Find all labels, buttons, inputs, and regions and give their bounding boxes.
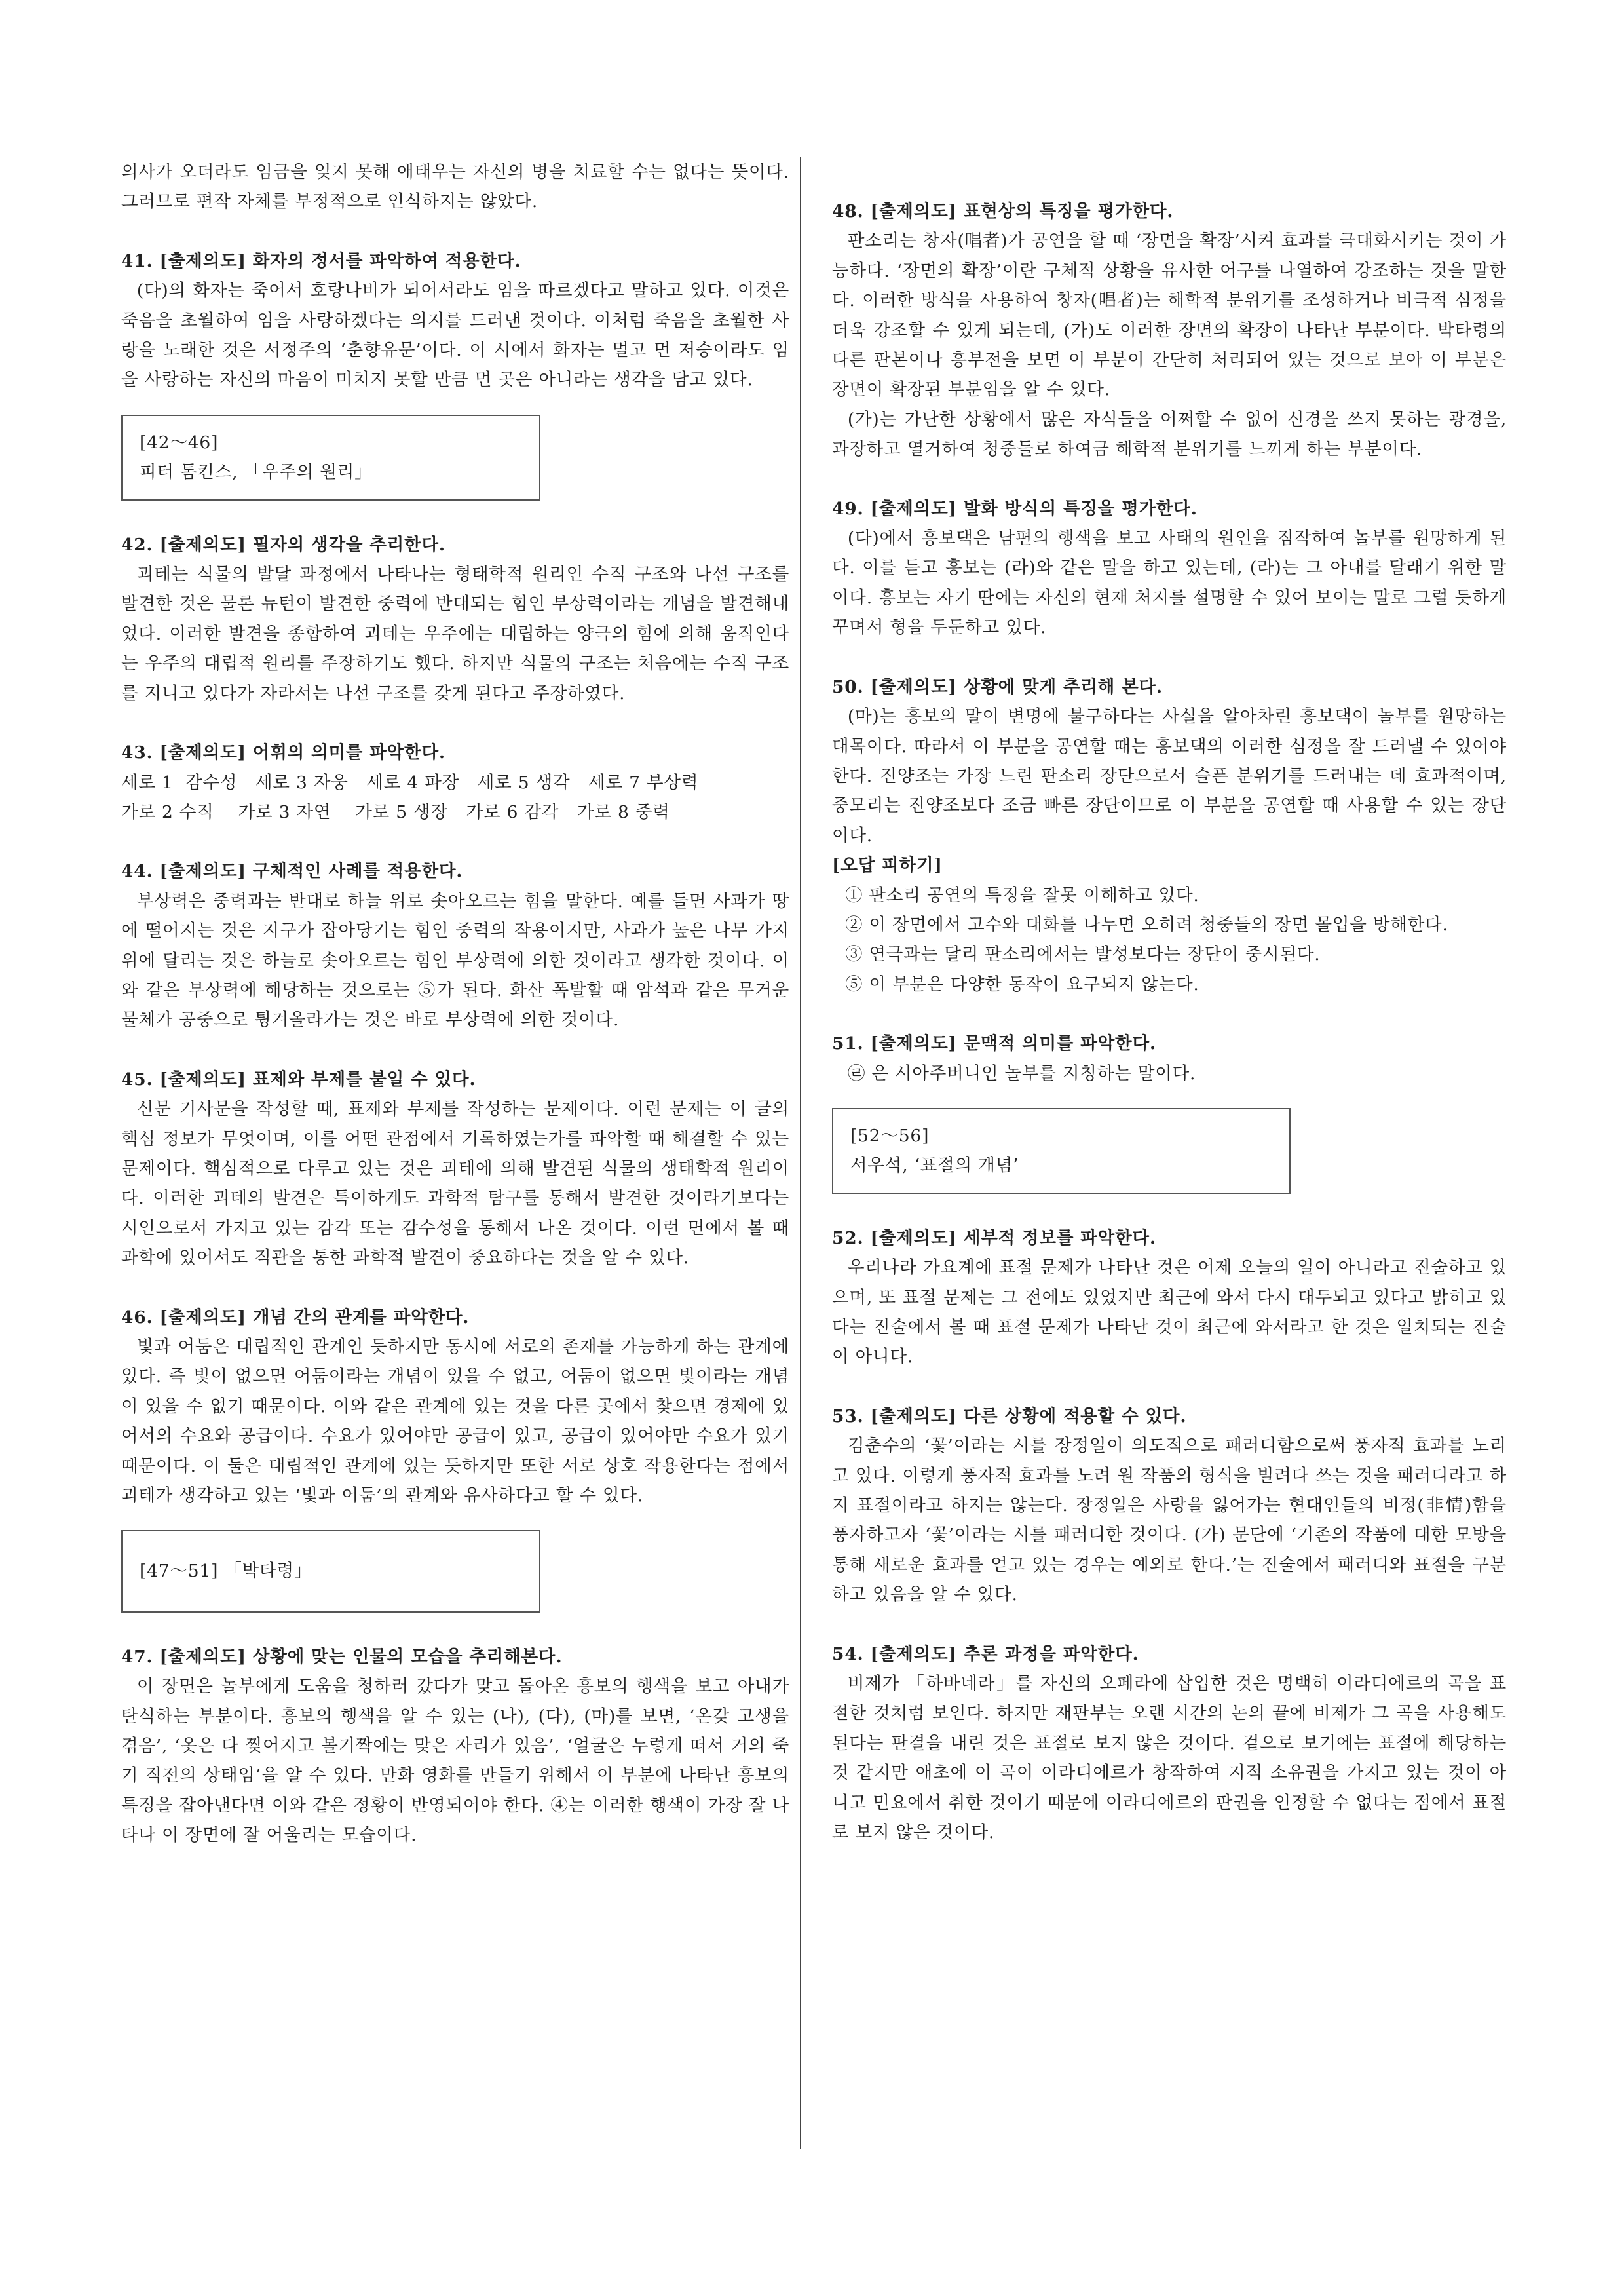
- choice-2: ② 이 장면에서 고수와 대화를 나누면 오히려 청중들의 장면 몰입을 방해한다.: [845, 914, 1448, 935]
- item-42-heading: 42. [출제의도] 필자의 생각을 추리한다.: [121, 534, 445, 555]
- item-48-heading: 48. [출제의도] 표현상의 특징을 평가한다.: [832, 201, 1174, 221]
- item-54-body: 비제가 「하바네라」를 자신의 오페라에 삽입한 것은 명백히 이라디에르의 곡을 표절한 것처럼 보인다. 하지만 재판부는 오랜 시간의 논의 끝에 비제가 그 곡을 사용해도 된다는 판결을 내린 것은 표절로 보지 않은 것이다. 겉으로 보기에는 표절에 해당하는 것 같지만 애초에 이 곡이 이라디에르가 창작하여 지적 소유권을 가지고 있는 것이 아니고 민요에서 취한 것이기 때문에 이라디에르의 판권을 인정할 수 없다는 점에서 표절로 보지 않은 것이다.: [832, 1674, 1507, 1843]
- item-45-heading: 45. [출제의도] 표제와 부제를 붙일 수 있다.: [121, 1069, 476, 1090]
- item-47: [121, 1642, 789, 1850]
- item-46-heading: 46. [출제의도] 개념 간의 관계를 파악한다.: [121, 1307, 470, 1328]
- item-54: [832, 1639, 1507, 1848]
- item-44-body: 부상력은 중력과는 반대로 하늘 위로 솟아오르는 힘을 말한다. 예를 들면 사과가 땅에 떨어지는 것은 지구가 잡아당기는 힘인 중력의 작용이지만, 사과가 높은 나무 가지 위에 달리는 것은 하늘로 솟아오르는 힘인 부상력에 의한 것이라고 생각한 것이다. 이와 같은 부상력에 해당하는 것으로는 ⑤가 된다. 화산 폭발할 때 암석과 같은 무거운 물체가 공중으로 튕겨올라가는 것은 바로 부상력에 의한 것이다.: [121, 890, 789, 1031]
- passage-range-title: [47～51] 「박타령」: [140, 1561, 312, 1582]
- item-41-body: (다)의 화자는 죽어서 호랑나비가 되어서라도 임을 따르겠다고 말하고 있다. 이것은 죽음을 초월하여 임을 사랑하겠다는 의지를 드러낸 것이다. 이처럼 죽음을 초월한 사랑을 노래한 것은 서정주의 ‘춘향유문’이다. 이 시에서 화자는 멀고 먼 저승이라도 임을 사랑하는 자신의 마음이 미치지 못할 만큼 먼 곳은 아니라는 생각을 담고 있다.: [121, 280, 789, 391]
- item-43: [121, 738, 789, 827]
- item-51-body: ㉣ 은 시아주버니인 놀부를 지칭하는 말이다.: [847, 1063, 1196, 1084]
- item-52-body: 우리나라 가요계에 표절 문제가 나타난 것은 어제 오늘의 일이 아니라고 진술하고 있으며, 또 표절 문제는 그 전에도 있었지만 최근에 와서 다시 대두되고 있다고 밝히고 있다는 진술에서 볼 때 표절 문제가 나타난 것이 최근에 와서라고 한 것은 일치되는 진술이 아니다.: [832, 1257, 1507, 1368]
- right-column: [832, 197, 1507, 1848]
- intro-paragraph: 의사가 오더라도 임금을 잊지 못해 애태우는 자신의 병을 치료할 수는 없다는 뜻이다. 그러므로 편작 자체를 부정적으로 인식하지는 않았다.: [121, 162, 789, 212]
- item-49-body: (다)에서 흥보댁은 남편의 행색을 보고 사태의 원인을 짐작하여 놀부를 원망하게 된다. 이를 듣고 흥보는 (라)와 같은 말을 하고 있는데, (라)는 그 아내를 달래기 위한 말이다. 흥보는 자기 딴에는 자신의 현재 처지를 설명할 수 있어 보이는 말로 그럴 듯하게 꾸며서 형을 두둔하고 있다.: [832, 528, 1507, 638]
- item-51-heading: 51. [출제의도] 문맥적 의미를 파악한다.: [832, 1033, 1156, 1054]
- item-41: [121, 246, 789, 395]
- item-53-body: 김춘수의 ‘꽃’이라는 시를 장정일이 의도적으로 패러디함으로써 풍자적 효과를 노리고 있다. 이렇게 풍자적 효과를 노려 원 작품의 형식을 빌려다 쓰는 것을 패러디라고 하지 표절이라고 하지는 않는다. 장정일은 사랑을 잃어가는 현대인들의 비정(非情)함을 풍자하고자 ‘꽃’이라는 시를 패러디한 것이다. (가) 문단에 ‘기존의 작품에 대한 모방을 통해 새로운 효과를 얻고 있는 경우는 예외로 한다.’는 진술에서 패러디와 표절을 구분하고 있음을 알 수 있다.: [832, 1436, 1507, 1605]
- passage-box-52-56: [832, 1108, 1291, 1194]
- passage-box-47-51: [121, 1530, 540, 1612]
- item-43-vocab-line-1: 세로 1 감수성 세로 3 자웅 세로 4 파장 세로 5 생각 세로 7 부상력: [121, 772, 699, 793]
- item-52: [832, 1223, 1507, 1372]
- item-50: [832, 672, 1507, 999]
- item-46-body: 빛과 어둠은 대립적인 관계인 듯하지만 동시에 서로의 존재를 가능하게 하는 관계에 있다. 즉 빛이 없으면 어둠이라는 개념이 있을 수 없고, 어둠이 없으면 빛이라는 개념이 있을 수 없기 때문이다. 이와 같은 관계에 있는 것을 다른 곳에서 찾으면 경제에 있어서의 수요와 공급이다. 수요가 있어야만 공급이 있고, 공급이 있어야만 수요가 있기 때문이다. 이 둘은 대립적인 관계에 있는 듯하지만 또한 서로 상호 작용한다는 점에서 괴테가 생각하고 있는 ‘빛과 어둠’의 관계와 유사하다고 할 수 있다.: [121, 1337, 789, 1506]
- choice-3: ③ 연극과는 달리 판소리에서는 발성보다는 장단이 중시된다.: [845, 944, 1321, 965]
- passage-box-42-46: [121, 415, 540, 501]
- item-49-heading: 49. [출제의도] 발화 방식의 특징을 평가한다.: [832, 498, 1198, 519]
- item-50-heading: 50. [출제의도] 상황에 맞게 추리해 본다.: [832, 676, 1163, 697]
- item-53: [832, 1402, 1507, 1610]
- passage-range: [42～46]: [140, 432, 219, 453]
- item-49: [832, 494, 1507, 643]
- item-47-body: 이 장면은 놀부에게 도움을 청하러 갔다가 맞고 돌아온 흥보의 행색을 보고 아내가 탄식하는 부분이다. 흥보의 행색을 알 수 있는 (나), (다), (마)를 보면, ‘온갖 고생을 겪음’, ‘옷은 다 찢어지고 볼기짝에는 맞은 자리가 있음’, ‘얼굴은 누렇게 떠서 거의 죽기 직전의 상태임’을 알 수 있다. 만화 영화를 만들기 위해서 이 부분에 나타난 흥보의 특징을 잡아낸다면 이와 같은 정황이 반영되어야 한다. ④는 이러한 행색이 가장 잘 나타나 이 장면에 잘 어울리는 모습이다.: [121, 1676, 789, 1846]
- item-45: [121, 1065, 789, 1273]
- left-column: [121, 157, 789, 1850]
- choice-1: ① 판소리 공연의 특징을 잘못 이해하고 있다.: [845, 885, 1199, 906]
- item-45-body: 신문 기사문을 작성할 때, 표제와 부제를 작성하는 문제이다. 이런 문제는 이 글의 핵심 정보가 무엇이며, 이를 어떤 관점에서 기록하였는가를 파악할 때 해결할 수 있는 문제이다. 핵심적으로 다루고 있는 것은 괴테에 의해 발견된 식물의 생태학적 원리이다. 이러한 괴테의 발견은 특이하게도 과학적 탐구를 통해서 발견한 것이라기보다는 시인으로서 가지고 있는 감각 또는 감수성을 통해서 나온 것이다. 이런 면에서 볼 때 과학에 있어서도 직관을 통한 과학적 발견이 중요하다는 것을 알 수 있다.: [121, 1099, 789, 1269]
- item-54-heading: 54. [출제의도] 추론 과정을 파악한다.: [832, 1643, 1139, 1664]
- item-42: [121, 530, 789, 708]
- passage-range: [52～56]: [850, 1125, 930, 1146]
- item-42-body: 괴테는 식물의 발달 과정에서 나타나는 형태학적 원리인 수직 구조와 나선 구조를 발견한 것은 물론 뉴턴이 발견한 중력에 반대되는 힘인 부상력이라는 개념을 발견해내었다. 이러한 발견을 종합하여 괴테는 우주에는 대립하는 양극의 힘에 의해 움직인다는 우주의 대립적 원리를 주장하기도 했다. 하지만 식물의 구조는 처음에는 수직 구조를 지니고 있다가 자라서는 나선 구조를 갖게 된다고 주장하였다.: [121, 564, 789, 704]
- item-52-heading: 52. [출제의도] 세부적 정보를 파악한다.: [832, 1227, 1156, 1248]
- item-50-body: (마)는 흥보의 말이 변명에 불구하다는 사실을 알아차린 흥보댁이 놀부를 원망하는 대목이다. 따라서 이 부분을 공연할 때는 흥보댁의 이러한 심정을 잘 드러낼 수 있어야 한다. 진양조는 가장 느린 판소리 장단으로서 슬픈 분위기를 드러내는 데 효과적이며, 중모리는 진양조보다 조금 빠른 장단이므로 이 부분을 공연할 때 사용할 수 있는 장단이다.: [832, 706, 1507, 846]
- column-divider: [800, 157, 801, 2149]
- item-48-body-1: 판소리는 창자(唱者)가 공연을 할 때 ‘장면을 확장’시켜 효과를 극대화시키는 것이 가능하다. ‘장면의 확장’이란 구체적 상황을 유사한 어구를 나열하여 강조하는 것을 말한다. 이러한 방식을 사용하여 창자(唱者)는 해학적 분위기를 조성하거나 비극적 심정을 더욱 강조할 수 있게 되는데, (가)도 이러한 장면의 확장이 나타난 부분이다. 박타령의 다른 판본이나 흥부전을 보면 이 부분이 간단히 처리되어 있는 것으로 보아 이 부분은 장면이 확장된 부분임을 알 수 있다.: [832, 231, 1507, 400]
- item-46: [121, 1303, 789, 1511]
- choice-5: ⑤ 이 부분은 다양한 동작이 요구되지 않는다.: [845, 974, 1199, 995]
- item-43-vocab-line-2: 가로 2 수직 가로 3 자연 가로 5 생장 가로 6 감각 가로 8 중력: [121, 801, 670, 822]
- item-53-heading: 53. [출제의도] 다른 상황에 적용할 수 있다.: [832, 1406, 1187, 1426]
- item-47-heading: 47. [출제의도] 상황에 맞는 인물의 모습을 추리해본다.: [121, 1646, 563, 1667]
- item-44: [121, 856, 789, 1035]
- item-48-body-2: (가)는 가난한 상황에서 많은 자식들을 어쩌할 수 없어 신경을 쓰지 못하는 광경을, 과장하고 열거하여 청중들로 하여금 해학적 분위기를 느끼게 하는 부분이다.: [832, 409, 1507, 460]
- item-51: [832, 1029, 1507, 1088]
- wrong-answer-title: [오답 피하기]: [832, 855, 943, 876]
- item-44-heading: 44. [출제의도] 구체적인 사례를 적용한다.: [121, 861, 463, 882]
- item-43-heading: 43. [출제의도] 어휘의 의미를 파악한다.: [121, 742, 445, 763]
- passage-source: 피터 톰킨스, 「우주의 원리」: [140, 462, 373, 483]
- item-48: [832, 197, 1507, 465]
- item-41-heading: 41. [출제의도] 화자의 정서를 파악하여 적용한다.: [121, 250, 521, 271]
- passage-source: 서우석, ‘표절의 개념’: [850, 1155, 1019, 1176]
